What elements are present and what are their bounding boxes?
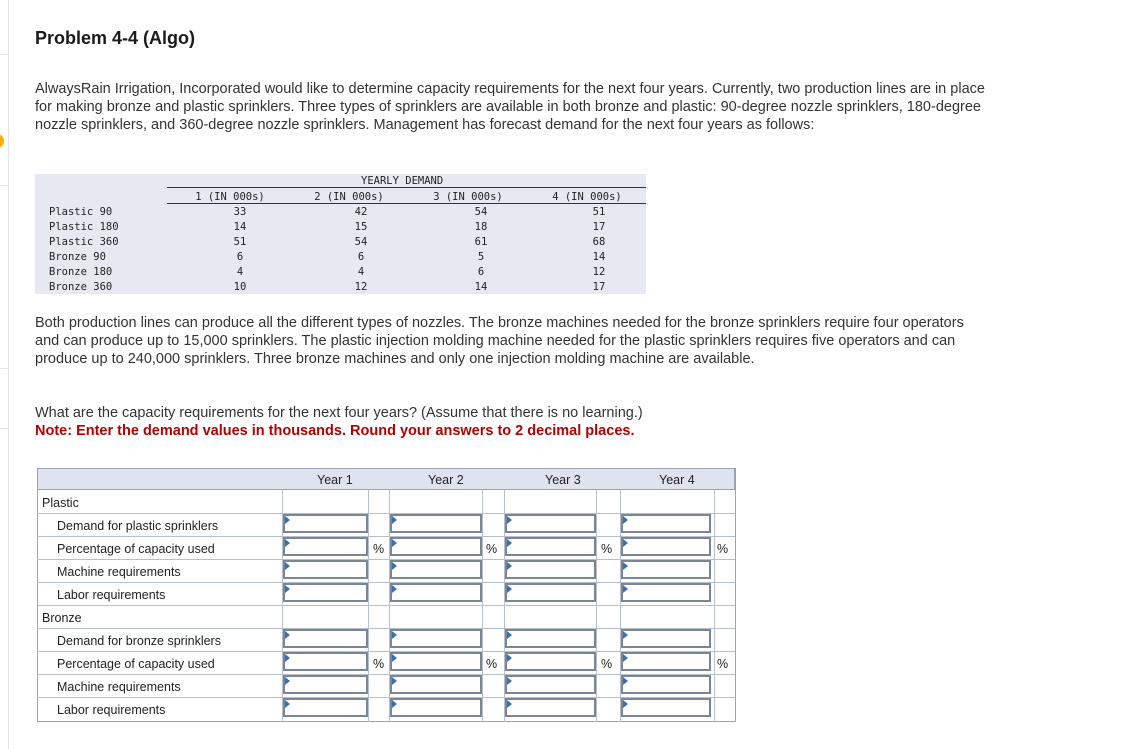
demand-cell: 4 bbox=[357, 266, 365, 278]
bronze-demand-year3-input[interactable] bbox=[505, 629, 596, 648]
demand-cell: 4 bbox=[236, 266, 244, 278]
row-label: Labor requirements bbox=[57, 703, 166, 717]
demand-cell: 33 bbox=[233, 206, 247, 218]
gutter-divider bbox=[0, 54, 8, 55]
row-label: Percentage of capacity used bbox=[57, 542, 215, 556]
demand-cell: 14 bbox=[592, 251, 606, 263]
demand-cell: 6 bbox=[477, 266, 485, 278]
bronze-percentage-year3-input[interactable] bbox=[505, 652, 596, 671]
left-gutter bbox=[0, 0, 9, 749]
plastic-demand-year3-input[interactable] bbox=[505, 514, 596, 533]
yearly-demand-table bbox=[35, 174, 646, 294]
demand-cell: 61 bbox=[474, 236, 488, 248]
bronze-percentage-year1-input[interactable] bbox=[283, 652, 368, 671]
row-label: Labor requirements bbox=[57, 588, 166, 602]
percent-symbol: % bbox=[717, 542, 729, 556]
percent-symbol: % bbox=[486, 542, 498, 556]
demand-table-title: YEARLY DEMAND bbox=[361, 175, 444, 187]
demand-cell: 12 bbox=[592, 266, 606, 278]
plastic-percentage-year1-input[interactable] bbox=[283, 537, 368, 556]
plastic-percentage-year4-input[interactable] bbox=[621, 537, 711, 556]
row-label: Percentage of capacity used bbox=[57, 657, 215, 671]
plastic-percentage-year3-input[interactable] bbox=[505, 537, 596, 556]
bronze-labor-year3-input[interactable] bbox=[505, 698, 596, 717]
demand-row-label: Bronze 90 bbox=[49, 251, 106, 263]
demand-row-label: Plastic 90 bbox=[49, 206, 113, 218]
bronze-machine-year4-input[interactable] bbox=[621, 675, 711, 694]
bronze-labor-year1-input[interactable] bbox=[283, 698, 368, 717]
demand-cell: 5 bbox=[477, 251, 485, 263]
bronze-machine-year3-input[interactable] bbox=[505, 675, 596, 694]
demand-cell: 54 bbox=[354, 236, 368, 248]
year-header: Year 4 bbox=[659, 473, 695, 487]
row-label: Machine requirements bbox=[57, 680, 181, 694]
bronze-machine-year1-input[interactable] bbox=[283, 675, 368, 694]
row-label: Machine requirements bbox=[57, 565, 181, 579]
section-label-bronze: Bronze bbox=[42, 611, 82, 625]
column-rule bbox=[368, 490, 369, 722]
plastic-labor-year1-input[interactable] bbox=[283, 583, 368, 602]
plastic-machine-year4-input[interactable] bbox=[621, 560, 711, 579]
percent-symbol: % bbox=[717, 657, 729, 671]
demand-cell: 10 bbox=[233, 281, 247, 293]
column-rule bbox=[596, 490, 597, 722]
demand-row-label: Bronze 180 bbox=[49, 266, 113, 278]
plastic-percentage-year2-input[interactable] bbox=[390, 537, 482, 556]
bronze-demand-year2-input[interactable] bbox=[390, 629, 482, 648]
percent-symbol: % bbox=[601, 542, 613, 556]
demand-row-label: Bronze 360 bbox=[49, 281, 113, 293]
demand-cell: 18 bbox=[474, 221, 488, 233]
demand-col-header: 1 (IN 000s) bbox=[195, 191, 265, 203]
plastic-machine-year2-input[interactable] bbox=[390, 560, 482, 579]
bronze-demand-year4-input[interactable] bbox=[621, 629, 711, 648]
bronze-labor-year4-input[interactable] bbox=[621, 698, 711, 717]
header-rule bbox=[167, 187, 646, 188]
note-text: Note: Enter the demand values in thousands. Round your answers to 2 decimal places. bbox=[35, 423, 635, 439]
percent-symbol: % bbox=[486, 657, 498, 671]
header-rule bbox=[167, 203, 646, 204]
question-text: What are the capacity requirements for the next four years? (Assume that there is no learning.) bbox=[35, 405, 643, 421]
answer-table bbox=[37, 468, 736, 722]
demand-cell: 54 bbox=[474, 206, 488, 218]
demand-cell: 42 bbox=[354, 206, 368, 218]
production-paragraph: Both production lines can produce all the different types of nozzles. The bronze machines needed for the bronze sprinklers require four operators and can produce up to 15,000 sprinklers. The plastic injection molding machine needed for the plastic sprinklers requires five operators and can produce up to 240,000 sprinklers. Three bronze machines and only one injection molding machine are available. bbox=[35, 315, 964, 367]
gutter-divider bbox=[0, 368, 8, 369]
row-rule bbox=[37, 605, 735, 606]
demand-cell: 6 bbox=[357, 251, 365, 263]
year-header: Year 3 bbox=[545, 473, 581, 487]
demand-row-label: Plastic 180 bbox=[49, 221, 119, 233]
plastic-machine-year3-input[interactable] bbox=[505, 560, 596, 579]
demand-cell: 12 bbox=[354, 281, 368, 293]
demand-cell: 6 bbox=[236, 251, 244, 263]
demand-col-header: 2 (IN 000s) bbox=[314, 191, 384, 203]
plastic-demand-year2-input[interactable] bbox=[390, 514, 482, 533]
percent-symbol: % bbox=[601, 657, 613, 671]
intro-paragraph: AlwaysRain Irrigation, Incorporated would like to determine capacity requirements for the next four years. Currently, two production lines are in place for making bronze and plastic sprinklers. Three types of sprinklers are available in both bronze and plastic: 90-degree nozzle sprinklers, 180-degree nozzle sprinklers, and 360-degree nozzle sprinklers. Management has forecast demand for the next four years as follows: bbox=[35, 81, 985, 133]
percent-symbol: % bbox=[373, 657, 385, 671]
demand-cell: 68 bbox=[592, 236, 606, 248]
demand-col-header: 3 (IN 000s) bbox=[433, 191, 503, 203]
bronze-percentage-year2-input[interactable] bbox=[390, 652, 482, 671]
demand-cell: 51 bbox=[233, 236, 247, 248]
demand-cell: 17 bbox=[592, 221, 606, 233]
bronze-percentage-year4-input[interactable] bbox=[621, 652, 711, 671]
section-label-plastic: Plastic bbox=[42, 496, 79, 510]
problem-title: Problem 4-4 (Algo) bbox=[35, 28, 196, 48]
row-label: Demand for plastic sprinklers bbox=[57, 519, 219, 533]
percent-symbol: % bbox=[373, 542, 385, 556]
bronze-demand-year1-input[interactable] bbox=[283, 629, 368, 648]
plastic-machine-year1-input[interactable] bbox=[283, 560, 368, 579]
demand-cell: 14 bbox=[233, 221, 247, 233]
gutter-divider bbox=[0, 428, 8, 429]
demand-cell: 15 bbox=[354, 221, 368, 233]
demand-cell: 14 bbox=[474, 281, 488, 293]
plastic-demand-year1-input[interactable] bbox=[283, 514, 368, 533]
plastic-labor-year2-input[interactable] bbox=[390, 583, 482, 602]
demand-col-header: 4 (IN 000s) bbox=[552, 191, 622, 203]
column-rule bbox=[714, 490, 715, 722]
bronze-machine-year2-input[interactable] bbox=[390, 675, 482, 694]
year-header: Year 2 bbox=[428, 473, 464, 487]
bronze-labor-year2-input[interactable] bbox=[390, 698, 482, 717]
demand-cell: 17 bbox=[592, 281, 606, 293]
demand-row-label: Plastic 360 bbox=[49, 236, 119, 248]
column-rule bbox=[482, 490, 483, 722]
plastic-demand-year4-input[interactable] bbox=[621, 514, 711, 533]
question-block bbox=[35, 404, 985, 440]
year-header: Year 1 bbox=[317, 473, 353, 487]
demand-cell: 51 bbox=[592, 206, 606, 218]
row-label: Demand for bronze sprinklers bbox=[57, 634, 221, 648]
plastic-labor-year4-input[interactable] bbox=[621, 583, 711, 602]
plastic-labor-year3-input[interactable] bbox=[505, 583, 596, 602]
gutter-divider bbox=[0, 185, 8, 186]
